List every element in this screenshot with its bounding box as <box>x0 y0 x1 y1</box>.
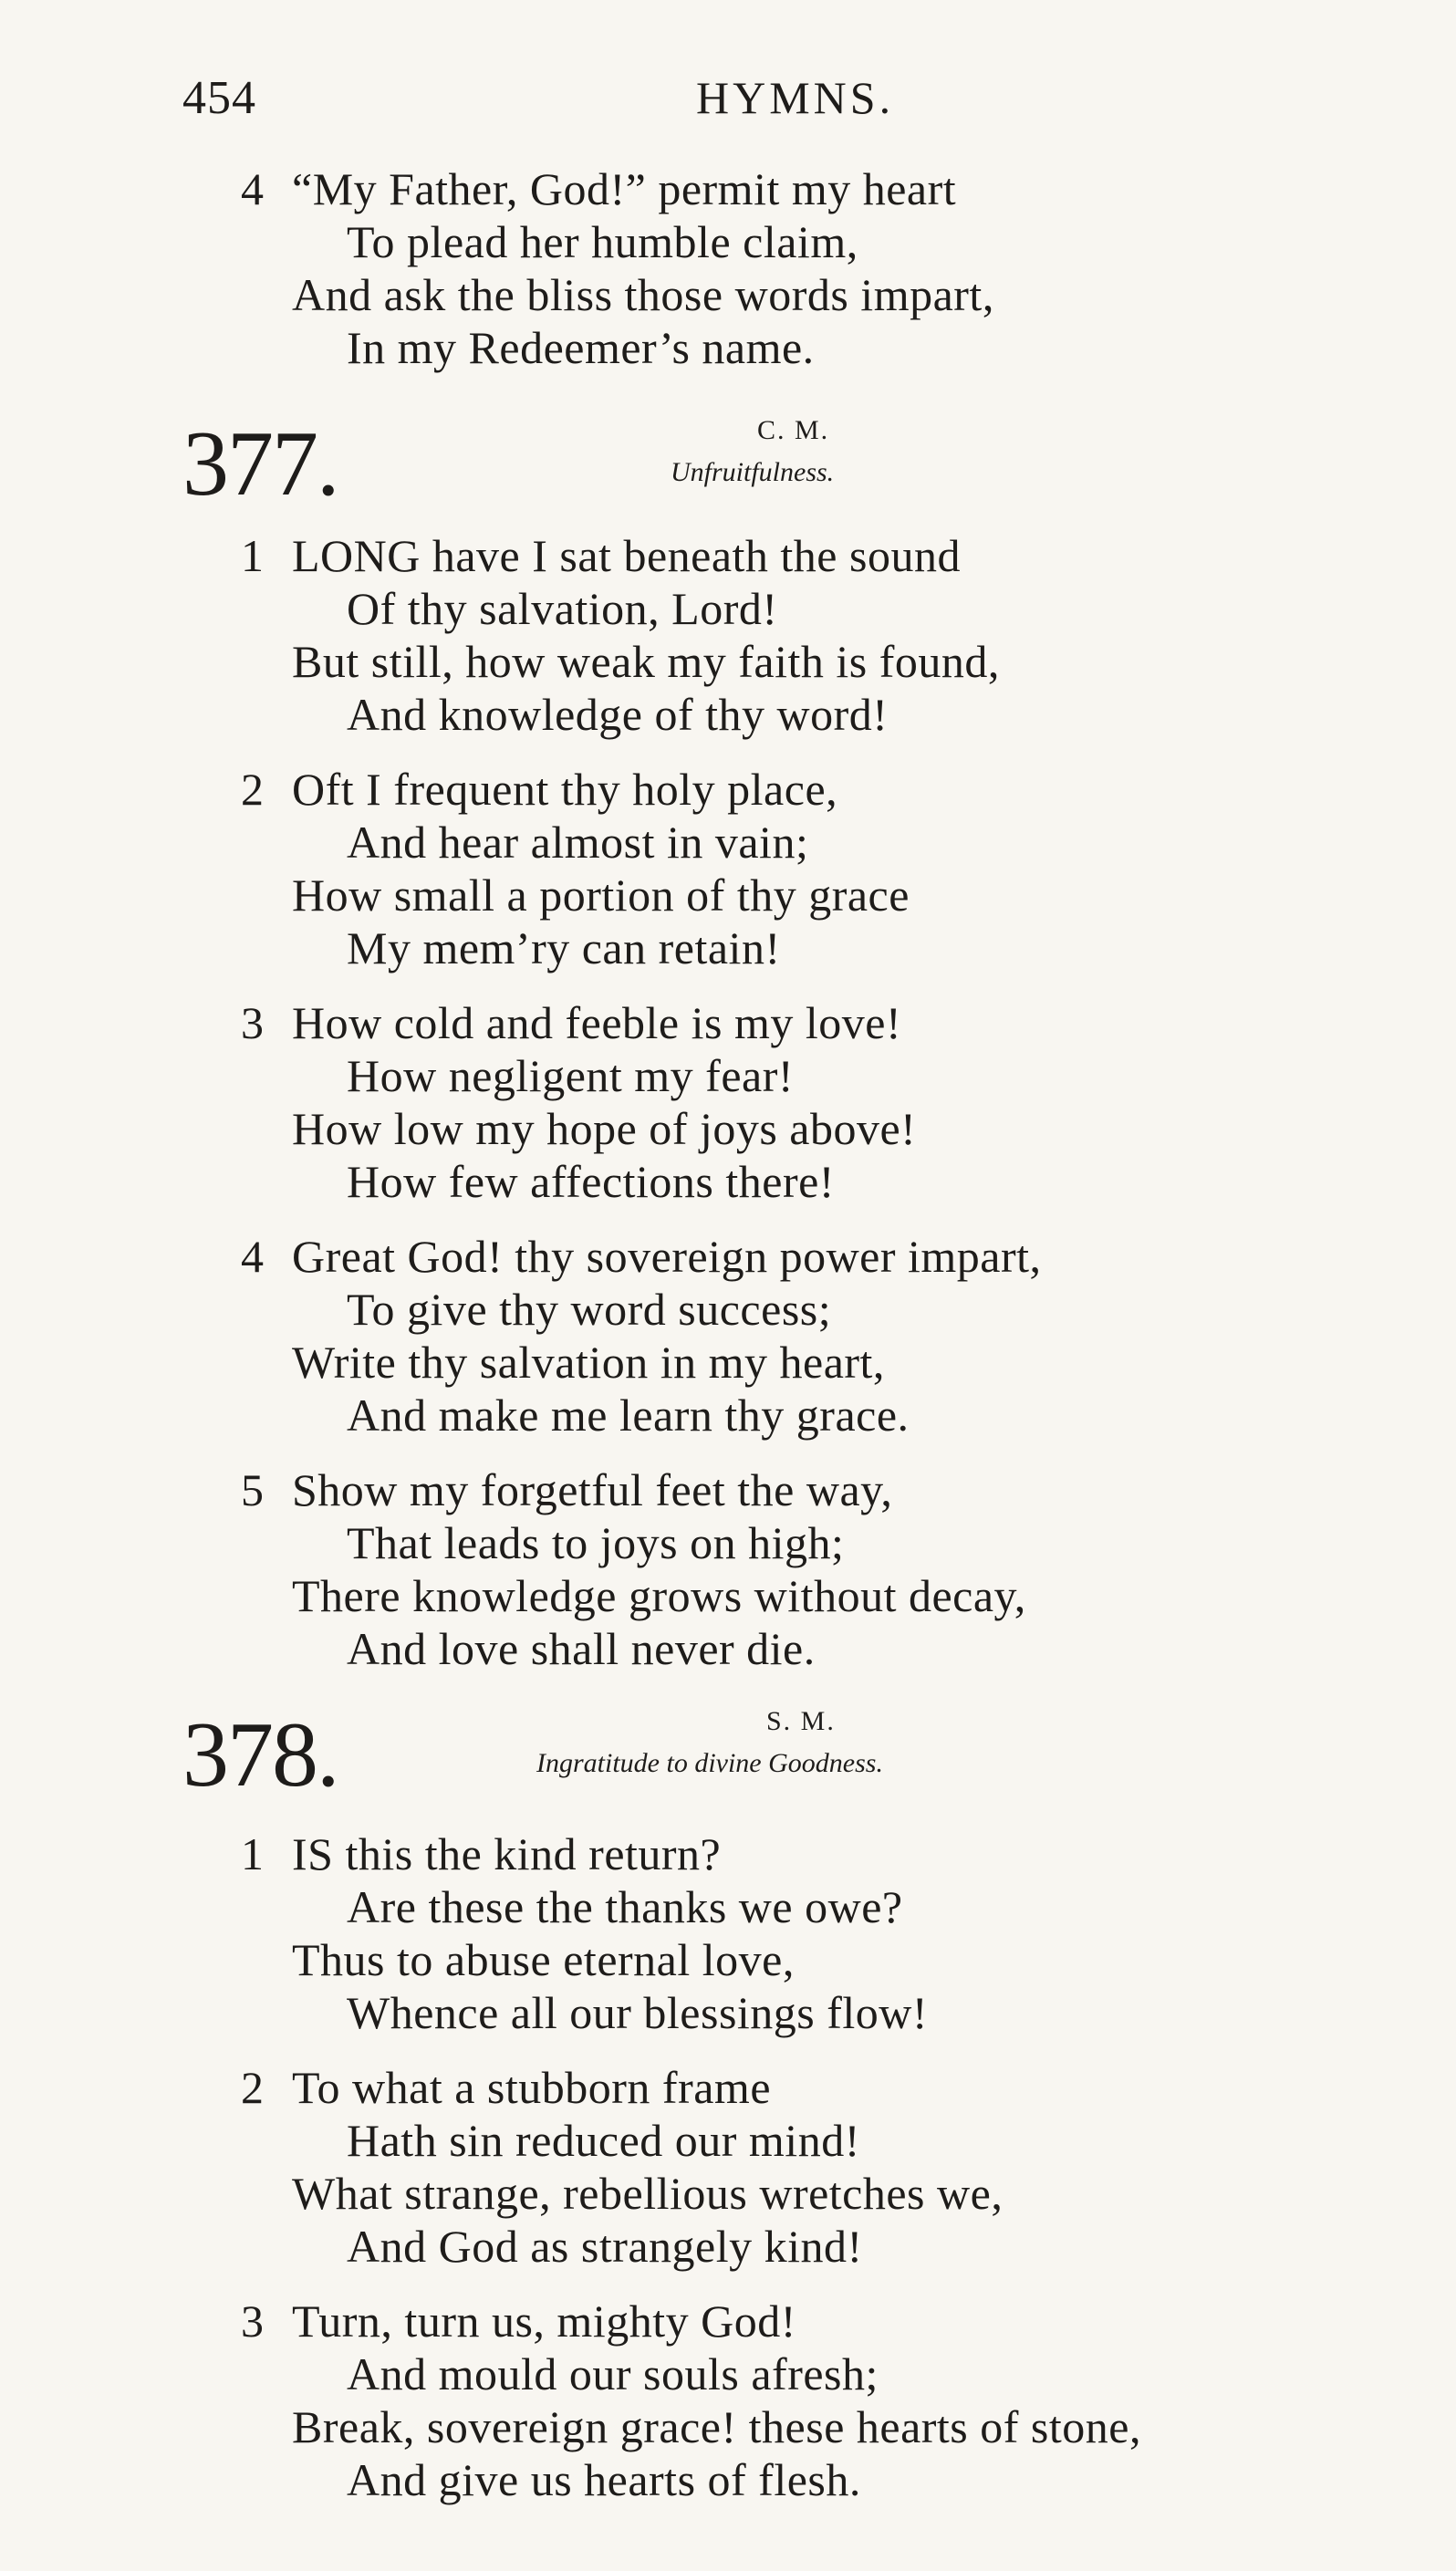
hymn-subject: Unfruitfulness. <box>671 457 835 487</box>
stanza <box>241 2061 1387 2273</box>
hymn-meter: S. M. <box>766 1706 836 1736</box>
stanza-line: And knowledge of thy word! <box>347 689 889 740</box>
stanza-number: 3 <box>241 2295 264 2347</box>
stanza-line: Are these the thanks we owe? <box>347 1881 903 1932</box>
stanza-line: To give thy word success; <box>347 1284 832 1335</box>
hymn-number: 378. <box>182 1703 338 1806</box>
stanza <box>241 2295 1387 2506</box>
stanza-line: Write thy salvation in my heart, <box>292 1337 885 1388</box>
stanza <box>241 1827 1387 2039</box>
stanza-line: In my Redeemer’s name. <box>347 322 815 373</box>
stanza-number: 5 <box>241 1464 264 1515</box>
stanza <box>241 1230 1387 1442</box>
stanza-number: 4 <box>241 1231 264 1282</box>
stanza-number: 1 <box>241 1828 264 1879</box>
stanza-line: How few affections there! <box>347 1156 835 1207</box>
stanza-line: Turn, turn us, mighty God! <box>292 2295 796 2347</box>
stanza-number: 3 <box>241 997 264 1048</box>
stanza-line: How negligent my fear! <box>347 1050 795 1101</box>
hymn-heading <box>182 412 1277 520</box>
stanza-line: And love shall never die. <box>347 1623 816 1674</box>
hymn-subject: Ingratitude to divine Goodness. <box>536 1748 883 1778</box>
stanza-line: How low my hope of joys above! <box>292 1103 917 1154</box>
stanza-line: And make me learn thy grace. <box>347 1390 910 1441</box>
stanza-line: How small a portion of thy grace <box>292 869 910 921</box>
continued-stanza <box>241 162 1387 374</box>
stanza <box>241 529 1387 741</box>
stanza-line: My mem’ry can retain! <box>347 922 781 973</box>
page-header <box>182 71 1286 135</box>
stanza-line: But still, how weak my faith is found, <box>292 636 1000 687</box>
stanza-line: And hear almost in vain; <box>347 817 809 868</box>
stanza-number: 2 <box>241 764 264 815</box>
stanza-line: There knowledge grows without decay, <box>292 1570 1026 1621</box>
stanza-line: And God as strangely kind! <box>347 2221 863 2272</box>
stanza <box>241 996 1387 1208</box>
stanza-line: Great God! thy sovereign power impart, <box>292 1231 1042 1282</box>
stanza <box>241 1463 1387 1675</box>
hymn-heading <box>182 1703 1277 1811</box>
stanza-line: How cold and feeble is my love! <box>292 997 902 1048</box>
running-title: HYMNS. <box>696 72 895 123</box>
stanza-line: Whence all our blessings flow! <box>347 1987 929 2038</box>
stanza-line: That leads to joys on high; <box>347 1517 845 1568</box>
stanza-line: LONG have I sat beneath the sound <box>292 530 961 581</box>
stanza-line: Break, sovereign grace! these hearts of stone, <box>292 2401 1141 2452</box>
stanza-number: 4 <box>241 163 264 214</box>
stanza-line: “My Father, God!” permit my heart <box>292 163 957 214</box>
page-number: 454 <box>182 72 256 124</box>
stanza-line: To what a stubborn frame <box>292 2062 772 2113</box>
stanza-line: Oft I frequent thy holy place, <box>292 764 838 815</box>
stanza-line: Hath sin reduced our mind! <box>347 2115 860 2166</box>
stanza-number: 1 <box>241 530 264 581</box>
stanza-number: 2 <box>241 2062 264 2113</box>
stanza-line: What strange, rebellious wretches we, <box>292 2168 1004 2219</box>
stanza-line: And ask the bliss those words impart, <box>292 269 994 320</box>
stanza-line: And mould our souls afresh; <box>347 2348 879 2399</box>
stanza-line: And give us hearts of flesh. <box>347 2454 861 2505</box>
stanza-line: To plead her humble claim, <box>347 216 858 267</box>
hymn-number: 377. <box>182 412 338 515</box>
stanza-line: Show my forgetful feet the way, <box>292 1464 893 1515</box>
hymn-meter: C. M. <box>757 415 830 445</box>
stanza-line: Of thy salvation, Lord! <box>347 583 778 634</box>
stanza <box>241 763 1387 974</box>
stanza-line: IS this the kind return? <box>292 1828 722 1879</box>
stanza-line: Thus to abuse eternal love, <box>292 1934 795 1985</box>
